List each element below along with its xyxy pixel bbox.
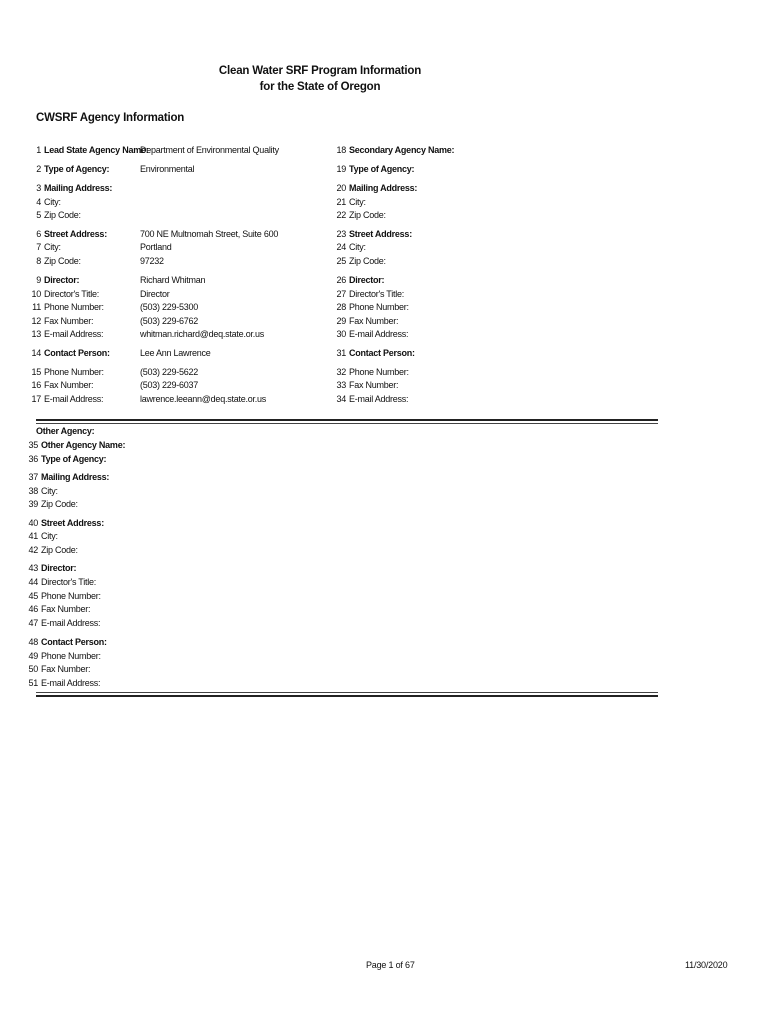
field-label: Zip Code: bbox=[41, 545, 78, 555]
field-value: Lee Ann Lawrence bbox=[140, 348, 211, 358]
field-row bbox=[331, 301, 409, 315]
field-value: Environmental bbox=[140, 164, 195, 174]
field-row bbox=[23, 663, 90, 677]
field-label: Secondary Agency Name: bbox=[349, 145, 455, 155]
field-row bbox=[26, 255, 81, 269]
field-row bbox=[331, 182, 417, 196]
field-label: E-mail Address: bbox=[349, 394, 409, 404]
field-row bbox=[26, 228, 107, 242]
field-number: 43 bbox=[28, 563, 38, 573]
field-row bbox=[26, 241, 61, 255]
field-number: 11 bbox=[32, 302, 41, 312]
field-label: Type of Agency: bbox=[41, 454, 107, 464]
field-value: 700 NE Multnomah Street, Suite 600 bbox=[140, 229, 279, 239]
field-row bbox=[331, 144, 454, 158]
page-number: Page 1 of 67 bbox=[366, 960, 415, 970]
field-row bbox=[26, 182, 112, 196]
field-number: 21 bbox=[336, 197, 346, 207]
field-label: Phone Number: bbox=[41, 591, 101, 601]
field-number: 12 bbox=[31, 316, 41, 326]
field-number: 3 bbox=[36, 183, 41, 193]
field-row bbox=[26, 379, 93, 393]
field-label: Phone Number: bbox=[44, 302, 104, 312]
field-number: 13 bbox=[31, 329, 41, 339]
section-title: CWSRF Agency Information bbox=[36, 112, 185, 124]
field-label: City: bbox=[44, 242, 61, 252]
field-label: Zip Code: bbox=[44, 210, 81, 220]
field-label: Director: bbox=[349, 275, 385, 285]
field-row bbox=[26, 315, 93, 329]
field-row bbox=[23, 439, 125, 453]
field-row bbox=[331, 379, 398, 393]
field-row bbox=[26, 196, 61, 210]
field-row bbox=[26, 347, 110, 361]
field-number: 4 bbox=[36, 197, 41, 207]
field-label: Zip Code: bbox=[44, 256, 81, 266]
field-label: Phone Number: bbox=[349, 367, 409, 377]
field-number: 10 bbox=[31, 289, 41, 299]
field-row bbox=[23, 485, 58, 499]
field-number: 5 bbox=[36, 210, 41, 220]
field-row bbox=[23, 530, 58, 544]
field-label: City: bbox=[41, 531, 58, 541]
field-number: 51 bbox=[28, 678, 38, 688]
field-label: E-mail Address: bbox=[41, 678, 101, 688]
field-label: Lead State Agency Name: bbox=[44, 145, 149, 155]
field-row bbox=[331, 315, 398, 329]
field-value: 97232 bbox=[140, 256, 164, 266]
field-number: 44 bbox=[28, 577, 38, 587]
field-row bbox=[23, 562, 76, 576]
field-label: Mailing Address: bbox=[44, 183, 113, 193]
field-label: Fax Number: bbox=[41, 604, 91, 614]
field-row bbox=[331, 347, 415, 361]
section-divider bbox=[36, 419, 658, 421]
other-agency-heading: Other Agency: bbox=[36, 426, 95, 436]
field-value: (503) 229-6037 bbox=[140, 380, 199, 390]
field-value: Portland bbox=[140, 242, 172, 252]
field-number: 9 bbox=[36, 275, 41, 285]
field-number: 50 bbox=[28, 664, 38, 674]
field-label: E-mail Address: bbox=[349, 329, 409, 339]
field-number: 27 bbox=[336, 289, 346, 299]
field-number: 1 bbox=[36, 145, 41, 155]
field-number: 28 bbox=[336, 302, 346, 312]
field-value: Department of Environmental Quality bbox=[140, 145, 279, 155]
field-label: Zip Code: bbox=[349, 210, 386, 220]
field-row bbox=[23, 471, 109, 485]
field-number: 25 bbox=[336, 256, 346, 266]
field-number: 16 bbox=[31, 380, 41, 390]
field-row bbox=[26, 393, 103, 407]
field-row bbox=[331, 288, 404, 302]
field-row bbox=[26, 301, 104, 315]
field-number: 20 bbox=[336, 183, 346, 193]
field-number: 8 bbox=[36, 256, 41, 266]
field-number: 31 bbox=[336, 348, 346, 358]
field-label: Mailing Address: bbox=[41, 472, 110, 482]
field-label: Type of Agency: bbox=[44, 164, 110, 174]
field-value: Director bbox=[140, 289, 170, 299]
print-date: 11/30/2020 bbox=[685, 960, 728, 970]
field-label: Phone Number: bbox=[41, 651, 101, 661]
field-number: 37 bbox=[28, 472, 38, 482]
field-value: whitman.richard@deq.state.or.us bbox=[140, 329, 264, 339]
field-row bbox=[331, 393, 408, 407]
field-label: Type of Agency: bbox=[349, 164, 415, 174]
field-value: Richard Whitman bbox=[140, 275, 206, 285]
field-row bbox=[26, 144, 148, 158]
field-row bbox=[26, 366, 104, 380]
field-label: Director: bbox=[44, 275, 80, 285]
field-label: City: bbox=[349, 242, 366, 252]
field-label: Fax Number: bbox=[41, 664, 91, 674]
field-number: 30 bbox=[336, 329, 346, 339]
field-label: Contact Person: bbox=[349, 348, 415, 358]
field-row bbox=[23, 517, 104, 531]
field-label: Mailing Address: bbox=[349, 183, 418, 193]
field-row bbox=[23, 650, 101, 664]
field-label: Contact Person: bbox=[41, 637, 107, 647]
field-label: Zip Code: bbox=[41, 499, 78, 509]
field-row bbox=[23, 677, 100, 691]
field-row bbox=[23, 498, 78, 512]
field-row bbox=[331, 241, 366, 255]
field-row bbox=[331, 328, 408, 342]
field-number: 26 bbox=[336, 275, 346, 285]
field-row bbox=[331, 255, 386, 269]
field-number: 24 bbox=[336, 242, 346, 252]
section-divider bbox=[36, 695, 658, 697]
field-row bbox=[23, 453, 106, 467]
field-label: Fax Number: bbox=[44, 380, 94, 390]
field-row bbox=[23, 590, 101, 604]
field-label: Director's Title: bbox=[41, 577, 96, 587]
field-label: E-mail Address: bbox=[44, 394, 104, 404]
field-number: 42 bbox=[28, 545, 38, 555]
field-number: 33 bbox=[336, 380, 346, 390]
field-label: Street Address: bbox=[41, 518, 104, 528]
field-row bbox=[26, 274, 79, 288]
field-number: 40 bbox=[28, 518, 38, 528]
field-number: 47 bbox=[28, 618, 38, 628]
field-number: 6 bbox=[36, 229, 41, 239]
field-label: City: bbox=[44, 197, 61, 207]
field-number: 39 bbox=[28, 499, 38, 509]
field-row bbox=[331, 228, 412, 242]
field-row bbox=[331, 274, 384, 288]
field-number: 41 bbox=[28, 531, 38, 541]
field-label: Fax Number: bbox=[349, 380, 399, 390]
field-number: 22 bbox=[336, 210, 346, 220]
field-row bbox=[23, 617, 100, 631]
title-line-2: for the State of Oregon bbox=[259, 81, 381, 93]
field-label: Director's Title: bbox=[44, 289, 99, 299]
field-number: 35 bbox=[28, 440, 38, 450]
field-row bbox=[23, 603, 90, 617]
field-row bbox=[331, 163, 414, 177]
field-row bbox=[23, 576, 96, 590]
section-divider bbox=[36, 692, 658, 693]
field-number: 15 bbox=[31, 367, 41, 377]
field-value: (503) 229-5300 bbox=[140, 302, 199, 312]
section-divider bbox=[36, 423, 658, 424]
field-value: (503) 229-5622 bbox=[140, 367, 199, 377]
field-row bbox=[331, 196, 366, 210]
field-number: 29 bbox=[336, 316, 346, 326]
field-label: Fax Number: bbox=[349, 316, 399, 326]
field-label: Other Agency Name: bbox=[41, 440, 126, 450]
field-number: 34 bbox=[336, 394, 346, 404]
field-number: 48 bbox=[28, 637, 38, 647]
field-label: City: bbox=[41, 486, 58, 496]
field-label: E-mail Address: bbox=[44, 329, 104, 339]
field-number: 32 bbox=[336, 367, 346, 377]
field-row bbox=[23, 544, 78, 558]
field-value: (503) 229-6762 bbox=[140, 316, 199, 326]
field-number: 19 bbox=[336, 164, 346, 174]
field-number: 14 bbox=[31, 348, 41, 358]
field-number: 23 bbox=[336, 229, 346, 239]
field-label: Director's Title: bbox=[349, 289, 404, 299]
field-row bbox=[331, 366, 409, 380]
field-label: Contact Person: bbox=[44, 348, 110, 358]
field-label: Fax Number: bbox=[44, 316, 94, 326]
field-row bbox=[26, 163, 109, 177]
field-number: 45 bbox=[28, 591, 38, 601]
field-label: E-mail Address: bbox=[41, 618, 101, 628]
field-number: 36 bbox=[28, 454, 38, 464]
field-number: 18 bbox=[336, 145, 346, 155]
field-row bbox=[26, 209, 81, 223]
field-number: 46 bbox=[28, 604, 38, 614]
field-row bbox=[331, 209, 386, 223]
field-label: Zip Code: bbox=[349, 256, 386, 266]
field-number: 49 bbox=[28, 651, 38, 661]
field-value: lawrence.leeann@deq.state.or.us bbox=[140, 394, 266, 404]
field-label: Director: bbox=[41, 563, 77, 573]
field-label: Phone Number: bbox=[44, 367, 104, 377]
field-number: 17 bbox=[31, 394, 41, 404]
field-number: 38 bbox=[28, 486, 38, 496]
field-label: Phone Number: bbox=[349, 302, 409, 312]
field-number: 2 bbox=[36, 164, 41, 174]
field-label: Street Address: bbox=[44, 229, 107, 239]
field-row bbox=[23, 636, 107, 650]
field-label: City: bbox=[349, 197, 366, 207]
field-label: Street Address: bbox=[349, 229, 412, 239]
field-number: 7 bbox=[36, 242, 41, 252]
field-row bbox=[26, 328, 103, 342]
title-line-1: Clean Water SRF Program Information bbox=[218, 65, 422, 77]
field-row bbox=[26, 288, 99, 302]
